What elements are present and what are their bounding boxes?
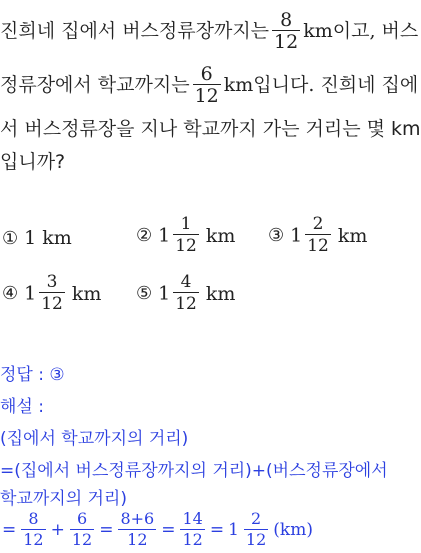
fraction: $\frac{1}{12}$ xyxy=(175,214,197,256)
question-text: km이고, 버스 xyxy=(303,20,419,42)
fraction: $\frac{6}{12}$ xyxy=(194,63,219,107)
choice-4[interactable]: ④ 1 $\frac{3}{12}$ km xyxy=(2,272,102,314)
question-line-2 xyxy=(0,64,418,107)
explanation-line-1: (집에서 학교까지의 거리) xyxy=(0,429,189,449)
answer-label: 정답 : ③ xyxy=(0,365,65,385)
calculation: = $\frac{8}{12}$ + $\frac{6}{12}$ = $\frac{8+6}{12}$ = $\frac{14}{12}$ = 1 $\frac{2}{12}$ (km) xyxy=(2,509,313,549)
question-line-3: 서 버스정류장을 지나 학교까지 가는 거리는 몇 km xyxy=(0,118,421,140)
question-text: 진희네 집에서 버스정류장까지는 xyxy=(0,20,270,42)
choice-3[interactable]: ③ 1 $\frac{2}{12}$ km xyxy=(268,214,368,256)
fraction: $\frac{8}{12}$ xyxy=(23,509,44,549)
question-line-4: 입니까? xyxy=(0,151,66,173)
fraction: $\frac{6}{12}$ xyxy=(71,509,93,549)
fraction: $\frac{2}{12}$ xyxy=(245,509,267,549)
fraction: $\frac{4}{12}$ xyxy=(175,272,197,314)
explanation-line-3: 학교까지의 거리) xyxy=(0,489,127,509)
fraction: $\frac{8+6}{12}$ xyxy=(120,509,155,549)
choice-2[interactable]: ② 1 $\frac{1}{12}$ km xyxy=(136,214,236,256)
explanation-label: 해설 : xyxy=(0,397,44,417)
fraction: $\frac{14}{12}$ xyxy=(182,509,203,549)
fraction: $\frac{8}{12}$ xyxy=(274,9,299,53)
explanation-line-2: =(집에서 버스정류장까지의 거리)+(버스정류장에서 xyxy=(0,461,388,481)
choice-1[interactable]: ① 1 km xyxy=(2,227,72,249)
fraction: $\frac{2}{12}$ xyxy=(307,214,329,256)
fraction: $\frac{3}{12}$ xyxy=(41,272,63,314)
choice-5[interactable]: ⑤ 1 $\frac{4}{12}$ km xyxy=(136,272,236,314)
question-text: 정류장에서 학교까지는 xyxy=(0,74,190,96)
question-line-1 xyxy=(0,10,418,53)
question-text: km입니다. 진희네 집에 xyxy=(223,74,419,96)
